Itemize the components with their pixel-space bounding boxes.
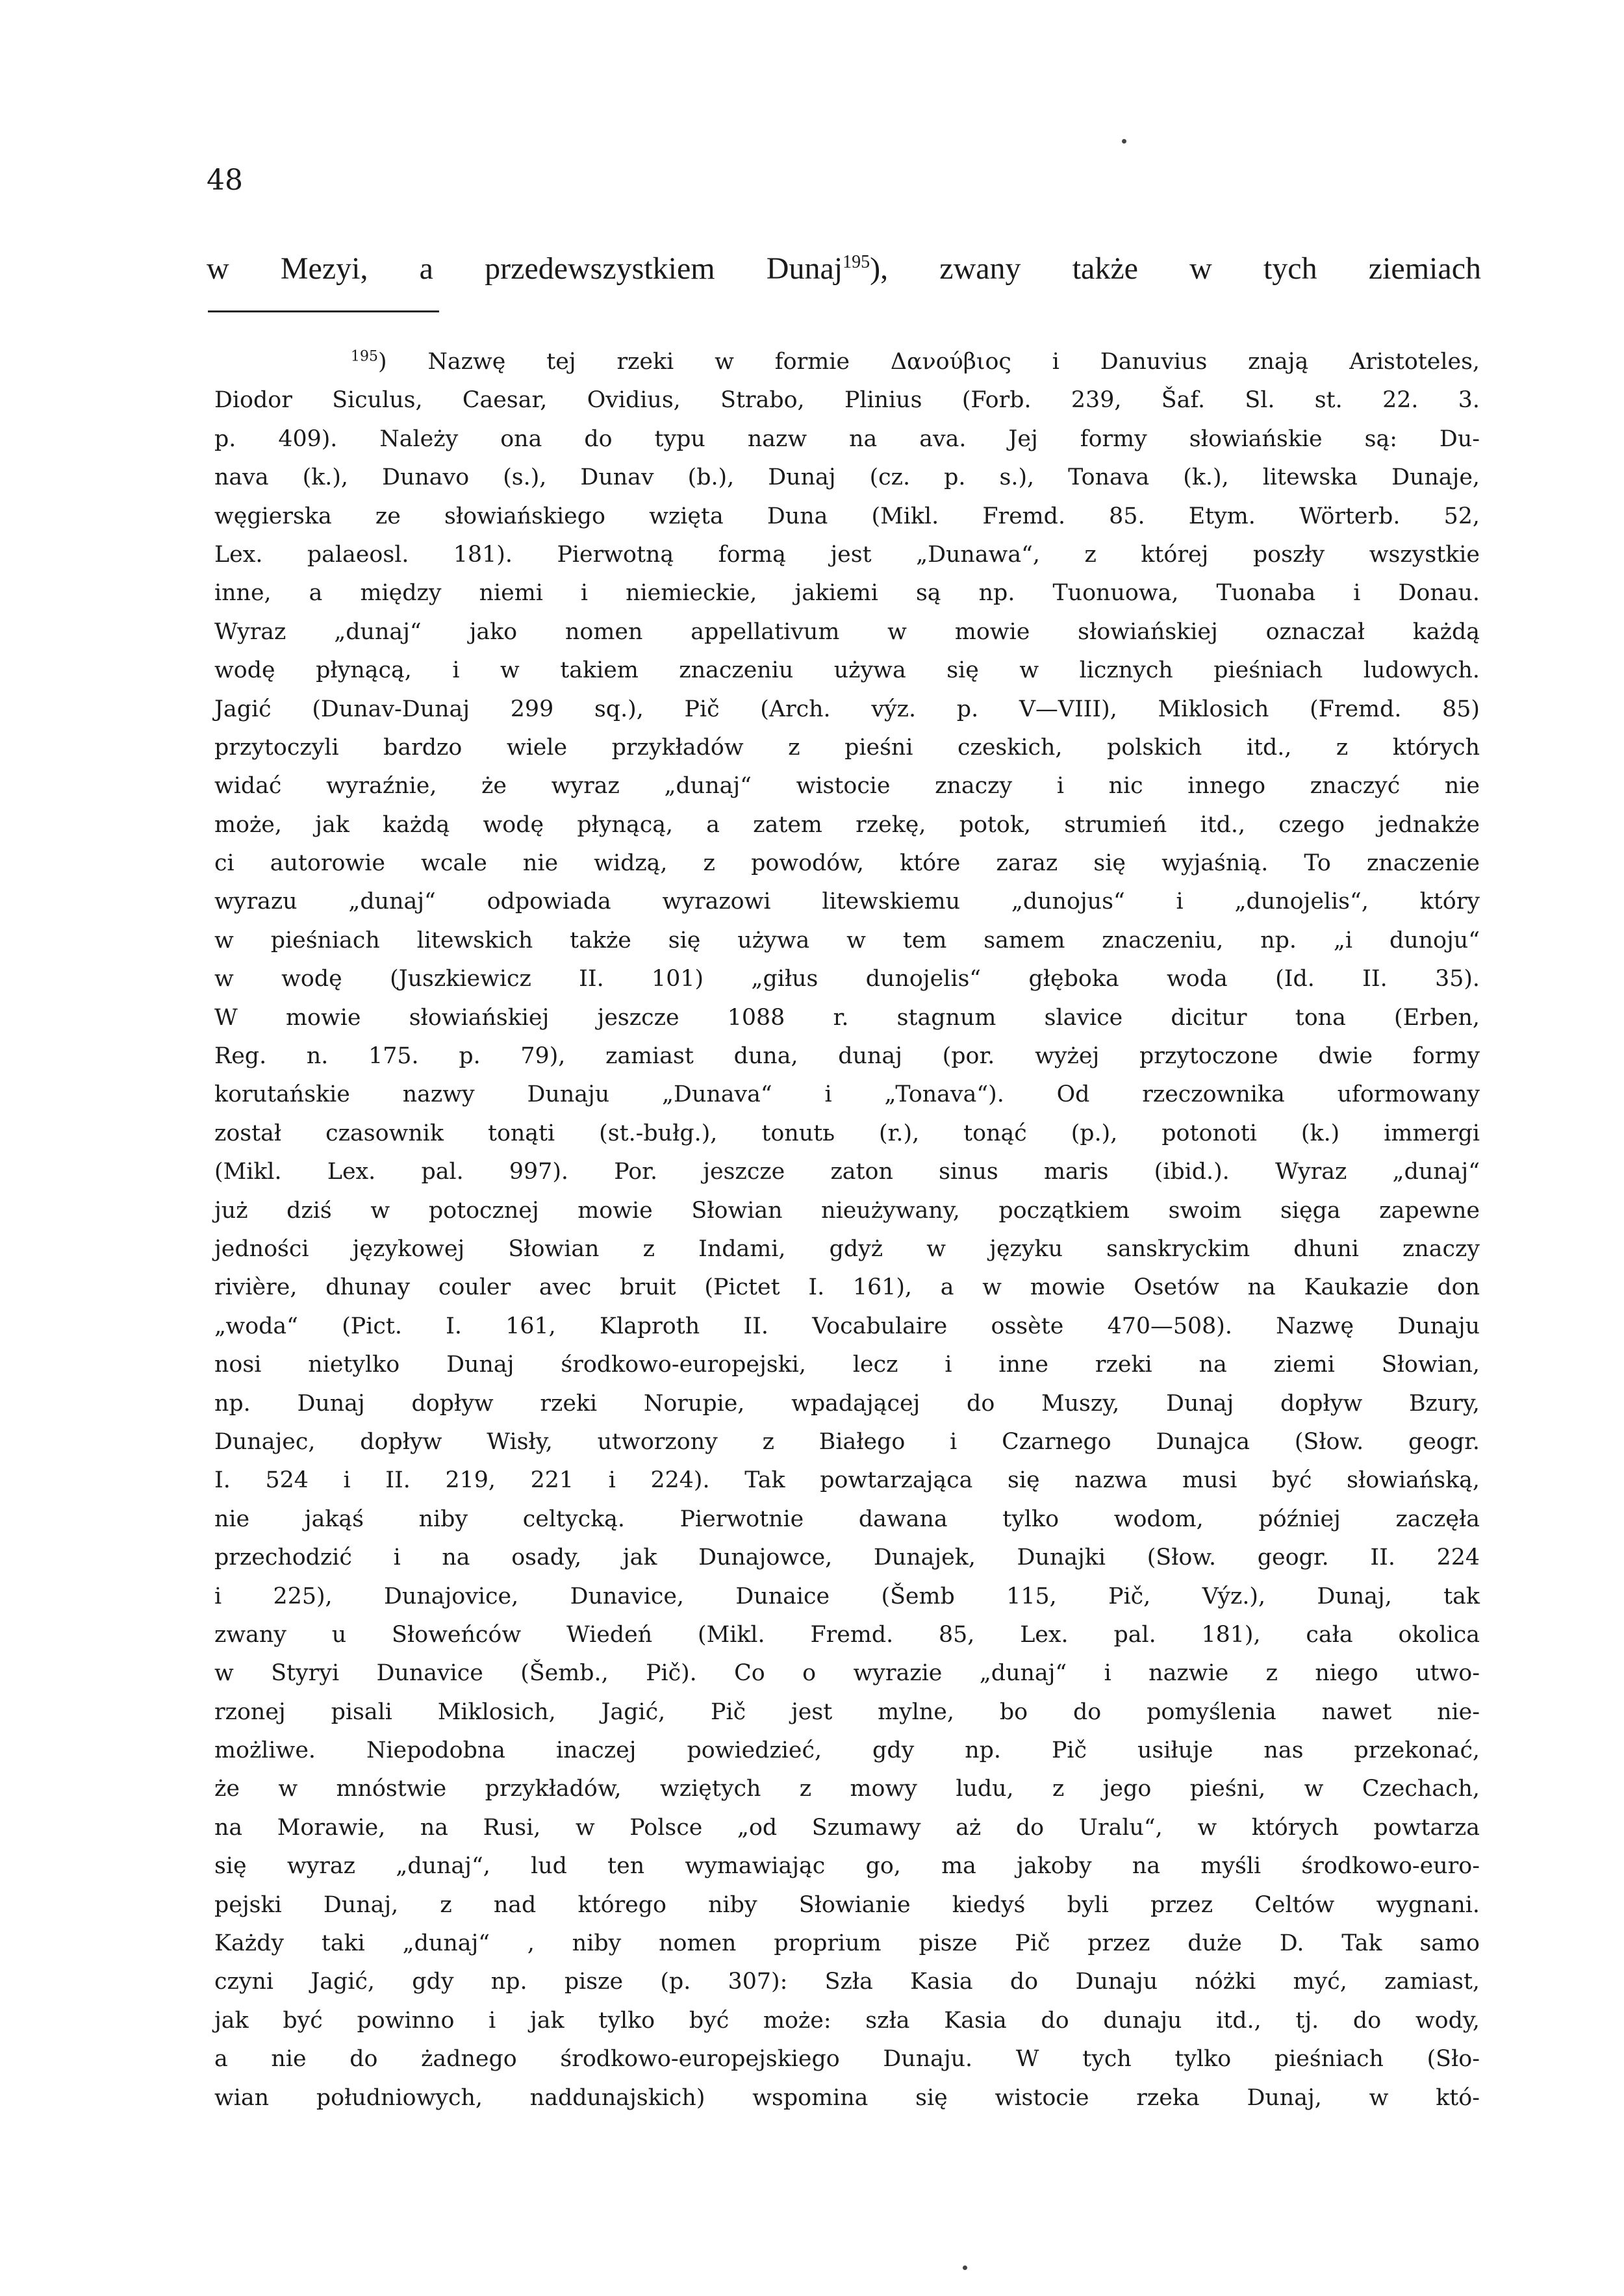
footnote-separator [208, 310, 439, 312]
footnote-line: się wyraz „dunaj“, lud ten wymawiając go, ma jakoby na myśli środkowo-euro- [214, 1853, 1480, 1880]
footnote-line: (Mikl. Lex. pal. 997). Por. jeszcze zaton sinus maris (ibid.). Wyraz „dunaj“ [214, 1159, 1480, 1185]
footnote-line: już dziś w potocznej mowie Słowian nieużywany, początkiem swoim sięga zapewne [214, 1197, 1480, 1224]
footnote-line: nava (k.), Dunavo (s.), Dunav (b.), Dunaj (cz. p. s.), Tonava (k.), litewska Dunaje, [214, 464, 1480, 491]
footnote-line: wyrazu „dunaj“ odpowiada wyrazowi litewskiemu „dunojus“ i „dunojelis“, który [214, 889, 1480, 915]
footnote-line: Wyraz „dunaj“ jako nomen appellativum w mowie słowiańskiej oznaczał każdą [214, 618, 1480, 645]
footnote-line: nosi nietylko Dunaj środkowo-europejski, lecz i inne rzeki na ziemi Słowian, [214, 1352, 1480, 1378]
footnote-line: został czasownik tonąti (st.-bułg.), tonutь (r.), tonąć (p.), potonoti (k.) immergi [214, 1120, 1480, 1146]
scan-speck [963, 2265, 967, 2270]
footnote-line: Dunajec, dopływ Wisły, utworzony z Białego i Czarnego Dunajca (Słow. geogr. [214, 1428, 1480, 1455]
footnote-line: jedności językowej Słowian z Indami, gdyż w języku sanskryckim dhuni znaczy [214, 1235, 1480, 1262]
footnote-line: pejski Dunaj, z nad którego niby Słowianie kiedyś byli przez Celtów wygnani. [214, 1891, 1480, 1918]
footnote-line: czyni Jagić, gdy np. pisze (p. 307): Szła Kasia do Dunaju nóżki myć, zamiast, [214, 1969, 1480, 1995]
footnote-line: w Styryi Dunavice (Šemb., Pič). Co o wyrazie „dunaj“ i nazwie z niego utwo- [214, 1660, 1480, 1687]
footnote-line: Diodor Siculus, Caesar, Ovidius, Strabo, Plinius (Forb. 239, Šaf. Sl. st. 22. 3. [214, 387, 1480, 414]
footnote-line: że w mnóstwie przykładów, wziętych z mowy ludu, z jego pieśni, w Czechach, [214, 1776, 1480, 1802]
footnote-line: możliwe. Niepodobna inaczej powiedzieć, gdy np. Pič usiłuje nas przekonać, [214, 1737, 1480, 1764]
main-text-end: ), zwany także w tych ziemiach [870, 251, 1482, 286]
footnote-line: zwany u Słoweńców Wiedeń (Mikl. Fremd. 85, Lex. pal. 181), cała okolica [214, 1621, 1480, 1648]
footnote-reference: 195 [843, 252, 870, 272]
footnote-line: może, jak każdą wodę płynącą, a zatem rzekę, potok, strumień itd., czego jednakże [214, 811, 1480, 838]
scan-speck [1122, 139, 1126, 144]
footnote-line: np. Dunaj dopływ rzeki Norupie, wpadającej do Muszy, Dunaj dopływ Bzury, [214, 1390, 1480, 1417]
footnote-line: I. 524 i II. 219, 221 i 224). Tak powtarzająca się nazwa musi być słowiańską, [214, 1467, 1480, 1494]
footnote-line: rzonej pisali Miklosich, Jagić, Pič jest mylne, bo do pomyślenia nawet nie- [214, 1698, 1480, 1725]
footnote-line: Reg. n. 175. p. 79), zamiast duna, dunaj (por. wyżej przytoczone dwie formy [214, 1043, 1480, 1070]
footnote-line: widać wyraźnie, że wyraz „dunaj“ wistocie znaczy i nic innego znaczyć nie [214, 773, 1480, 800]
footnote-line: p. 409). Należy ona do typu nazw na ava. Jej formy słowiańskie są: Du- [214, 425, 1480, 452]
footnote-line: w wodę (Juszkiewicz II. 101) „giłus dunojelis“ głęboka woda (Id. II. 35). [214, 966, 1480, 992]
footnote-195 [214, 343, 1480, 2117]
footnote-line: w pieśniach litewskich także się używa w tem samem znaczeniu, np. „i dunoju“ [214, 927, 1480, 953]
footnote-line: W mowie słowiańskiej jeszcze 1088 r. stagnum slavice dicitur tona (Erben, [214, 1004, 1480, 1031]
footnote-line: „woda“ (Pict. I. 161, Klaproth II. Vocabulaire ossète 470—508). Nazwę Dunaju [214, 1313, 1480, 1339]
footnote-line: węgierska ze słowiańskiego wzięta Duna (Mikl. Fremd. 85. Etym. Wörterb. 52, [214, 503, 1480, 529]
footnote-line: ci autorowie wcale nie widzą, z powodów, które zaraz się wyjaśnią. To znaczenie [214, 850, 1480, 877]
footnote-line: przytoczyli bardzo wiele przykładów z pieśni czeskich, polskich itd., z których [214, 734, 1480, 761]
footnote-line: inne, a między niemi i niemieckie, jakiemi są np. Tuonuowa, Tuonaba i Donau. [214, 580, 1480, 607]
main-text-line [207, 251, 1481, 286]
footnote-line: wodę płynącą, i w takiem znaczeniu używa się w licznych pieśniach ludowych. [214, 657, 1480, 684]
footnote-line: rivière, dhunay couler avec bruit (Pictet I. 161), a w mowie Osetów na Kaukazie don [214, 1274, 1480, 1301]
footnote-line: Lex. palaeosl. 181). Pierwotną formą jest „Dunawa“, z której poszły wszystkie [214, 541, 1480, 568]
footnote-line: a nie do żadnego środkowo-europejskiego Dunaju. W tych tylko pieśniach (Sło- [214, 2046, 1480, 2073]
footnote-line: wian południowych, naddunajskich) wspomina się wistocie rzeka Dunaj, w któ- [214, 2084, 1480, 2111]
footnote-marker: 195 [351, 348, 378, 365]
main-text-start: w Mezyi, a przedewszystkiem Dunaj [207, 251, 843, 286]
footnote-line: na Morawie, na Rusi, w Polsce „od Szumawy aż do Uralu“, w których powtarza [214, 1814, 1480, 1841]
footnote-line: Jagić (Dunav-Dunaj 299 sq.), Pič (Arch. výz. p. V—VIII), Miklosich (Fremd. 85) [214, 696, 1480, 722]
footnote-line: jak być powinno i jak tylko być może: szła Kasia do dunaju itd., tj. do wody, [214, 2007, 1480, 2034]
footnote-line [214, 343, 1480, 381]
page-number: 48 [207, 164, 243, 197]
footnote-line-text: ) Nazwę tej rzeki w formie Δανούβιος i Danuvius znają Aristoteles, [378, 349, 1480, 375]
footnote-line: i 225), Dunajovice, Dunavice, Dunaice (Šemb 115, Pič, Výz.), Dunaj, tak [214, 1583, 1480, 1609]
footnote-line: nie jakąś niby celtycką. Pierwotnie dawana tylko wodom, później zaczęła [214, 1506, 1480, 1532]
footnote-line: Każdy taki „dunaj“ , niby nomen proprium pisze Pič przez duże D. Tak samo [214, 1930, 1480, 1957]
footnote-line: korutańskie nazwy Dunaju „Dunava“ i „Tonava“). Od rzeczownika uformowany [214, 1081, 1480, 1108]
footnote-line: przechodzić i na osady, jak Dunajowce, Dunajek, Dunajki (Słow. geogr. II. 224 [214, 1545, 1480, 1571]
